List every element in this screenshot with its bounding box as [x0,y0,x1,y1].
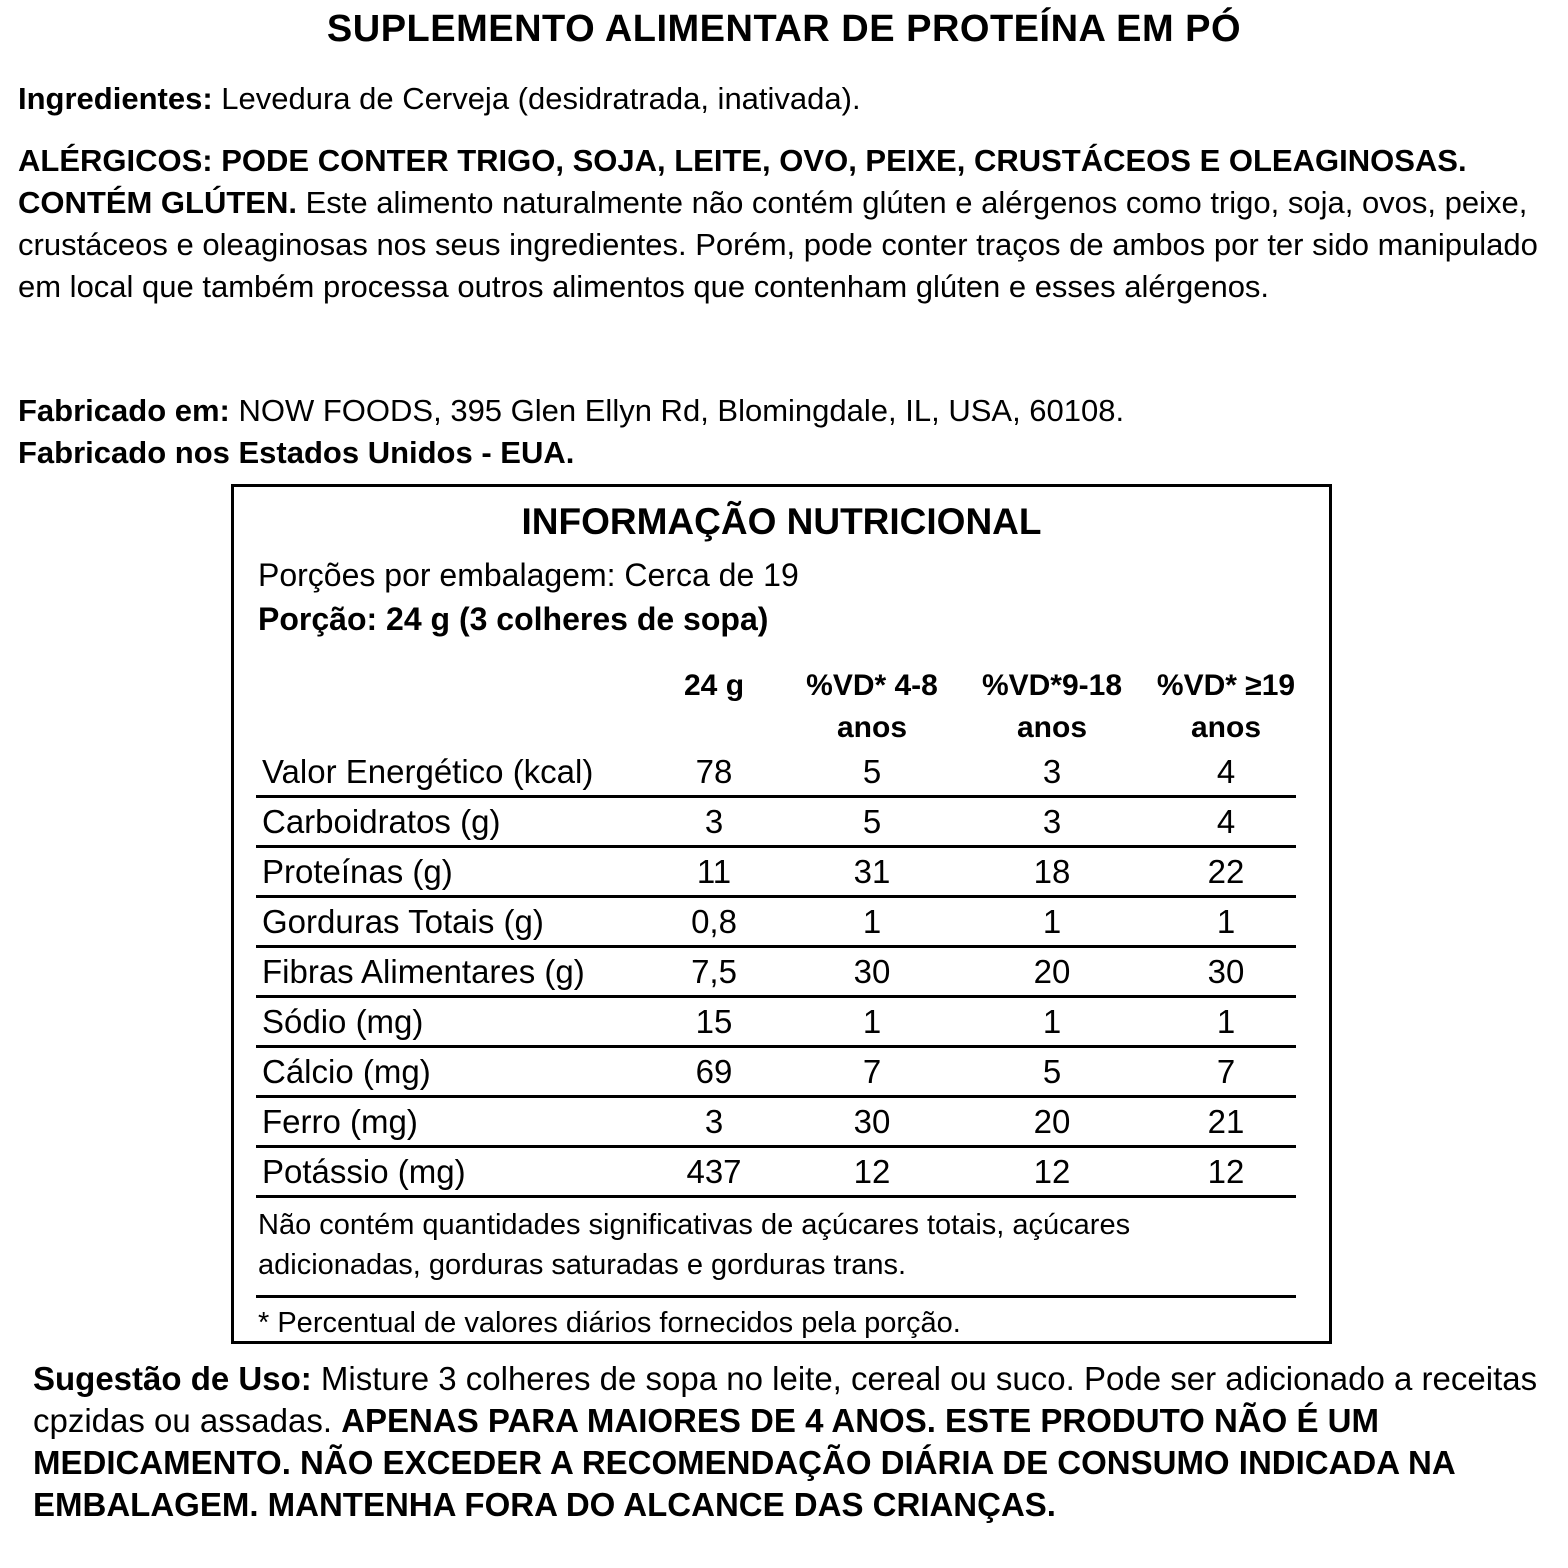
nutrient-vd2-cell: 3 [1042,803,1062,840]
nutrient-vd1-cell: 30 [853,1103,891,1140]
nutrient-vd2-cell: 18 [1033,853,1071,890]
nutrient-name: Ferro (mg) [262,1103,418,1140]
table-row [256,845,1296,895]
nutrient-vd2-cell: 20 [1033,1103,1071,1140]
table-row [256,1095,1296,1145]
made-in-paragraph [18,432,1558,474]
table-row [256,895,1296,945]
column-header-line: anos [1190,711,1262,744]
nutrient-amount-cell: 0,8 [691,903,737,940]
column-header-vd-9-18 [962,665,1142,749]
usage-suggestion [33,1358,1568,1526]
column-header-line: %VD* ≥19 [1156,669,1296,702]
nutrient-amount-cell: 3 [704,1103,724,1140]
nutrient-vd1-cell: 30 [853,953,891,990]
nutrient-amount-cell: 78 [695,753,733,790]
nutrient-name: Potássio (mg) [262,1153,466,1190]
nutrient-vd2-cell: 3 [1042,753,1062,790]
nutrient-vd1-cell: 1 [862,903,882,940]
nutrient-amount-cell: 7,5 [691,953,737,990]
column-header-vd-4-8 [782,665,962,749]
nutrient-name: Gorduras Totais (g) [262,903,544,940]
table-row [256,795,1296,845]
nutrient-name: Cálcio (mg) [262,1053,431,1090]
allergens-warning: ALÉRGICOS: PODE CONTER TRIGO, SOJA, LEITE, OVO, PEIXE, CRUSTÁCEOS E OLEAGINOSAS. [18,143,1467,178]
usage-text: Misture 3 colheres de sopa no leite, cereal ou suco. Pode ser adicionado a receitas cpzidas ou assadas. [33,1360,1538,1439]
usage-label: Sugestão de Uso: [33,1360,312,1397]
nutrient-vd3-cell: 22 [1207,853,1245,890]
nutrient-vd1-cell: 1 [862,1003,882,1040]
table-row [256,1045,1296,1095]
column-header-amount [644,665,784,707]
table-divider [256,1295,1296,1298]
column-header-vd-19 [1136,665,1316,749]
nutrient-vd3-cell: 7 [1216,1053,1236,1090]
ingredients-text: Levedura de Cerveja (desidratrada, inativada). [212,81,861,116]
table-row [256,995,1296,1045]
nutrient-vd1-cell: 7 [862,1053,882,1090]
nutrient-vd2-cell: 5 [1042,1053,1062,1090]
nutrient-amount-cell: 437 [686,1153,742,1190]
manufactured-label: Fabricado em: [18,393,230,428]
nutrient-vd3-cell: 4 [1216,753,1236,790]
usage-warning: APENAS PARA MAIORES DE 4 ANOS. ESTE PRODUTO NÃO É UM MEDICAMENTO. NÃO EXCEDER A RECOMENDAÇÃO DIÁRIA DE CONSUMO INDICADA NA EMBALAGEM. MANTENHA FORA DO ALCANCE DAS CRIANÇAS. [33,1402,1455,1523]
nutrient-vd2-cell: 12 [1033,1153,1071,1190]
column-header-line: %VD* 4-8 [806,669,938,702]
column-header-line: 24 g [683,669,745,702]
nutrient-vd1-cell: 5 [862,753,882,790]
column-header-line: anos [836,711,908,744]
portion-size: Porção: 24 g (3 colheres de sopa) [258,601,769,637]
nutrient-vd2-cell: 20 [1033,953,1071,990]
table-divider [256,1195,1296,1198]
table-row [256,1145,1296,1195]
made-in-text: Fabricado nos Estados Unidos - EUA. [18,435,575,470]
nutrient-name: Proteínas (g) [262,853,453,890]
nutrient-vd3-cell: 30 [1207,953,1245,990]
nutrition-title: INFORMAÇÃO NUTRICIONAL [521,501,1042,542]
gluten-text: Este alimento naturalmente não contém glúten e alérgenos como trigo, soja, ovos, peixe, crustáceos e oleaginosas nos seus ingredientes. Porém, pode conter traços de ambos por ter sido manipulado em local que também processa outros alimentos que contenham glúten e esses alérgenos. [18,185,1538,304]
nutrient-vd1-cell: 5 [862,803,882,840]
product-title: SUPLEMENTO ALIMENTAR DE PROTEÍNA EM PÓ [326,8,1242,50]
table-row [256,745,1296,795]
nutrient-amount-cell: 69 [695,1053,733,1090]
nutrient-vd1-cell: 12 [853,1153,891,1190]
nutrient-name: Carboidratos (g) [262,803,501,840]
nutrient-vd2-cell: 1 [1042,903,1062,940]
nutrition-footnote: * Percentual de valores diários fornecidos pela porção. [258,1307,961,1339]
nutrition-facts-box [231,484,1332,1344]
nutrient-amount-cell: 11 [696,853,732,890]
nutrient-name: Valor Energético (kcal) [262,753,594,790]
column-header-line: %VD*9-18 [981,669,1123,702]
gluten-label: CONTÉM GLÚTEN. [18,185,297,220]
manufactured-text: NOW FOODS, 395 Glen Ellyn Rd, Blomingdale, IL, USA, 60108. [229,393,1125,428]
servings-per-package: Porções por embalagem: Cerca de 19 [258,557,799,593]
allergens-paragraph [18,140,1558,308]
nutrient-vd2-cell: 1 [1042,1003,1062,1040]
nutrition-note: Não contém quantidades significativas de açúcares totais, açúcares adicionadas, gorduras saturadas e gorduras trans. [258,1209,1131,1281]
nutrient-vd3-cell: 1 [1216,1003,1236,1040]
nutrient-vd3-cell: 21 [1207,1103,1245,1140]
nutrient-name: Sódio (mg) [262,1003,424,1040]
ingredients-paragraph [18,78,1558,120]
nutrient-vd3-cell: 4 [1216,803,1236,840]
nutrient-vd3-cell: 1 [1216,903,1236,940]
manufactured-paragraph [18,390,1558,432]
nutrient-amount-cell: 3 [704,803,724,840]
column-header-line: anos [1016,711,1088,744]
table-row [256,945,1296,995]
nutrient-amount-cell: 15 [695,1003,733,1040]
nutrient-vd3-cell: 12 [1207,1153,1245,1190]
nutrient-vd1-cell: 31 [853,853,891,890]
ingredients-label: Ingredientes: [18,81,213,116]
nutrient-name: Fibras Alimentares (g) [262,953,585,990]
